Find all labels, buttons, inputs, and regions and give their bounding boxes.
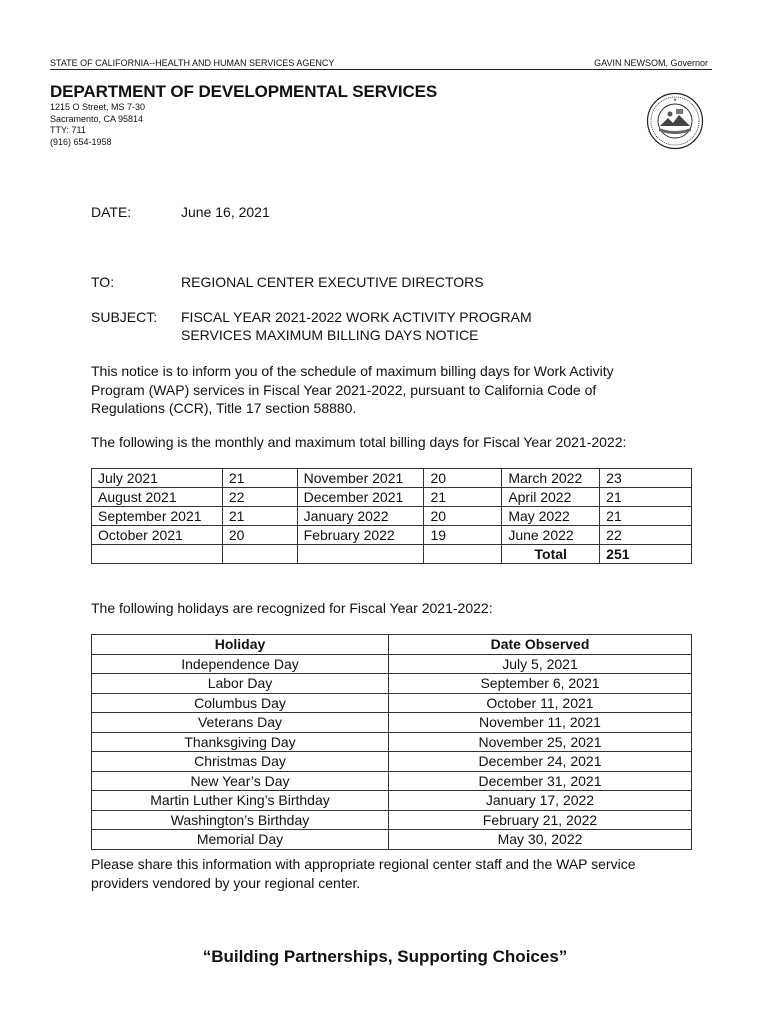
closing-line: Please share this information with appropriate regional center staff and the WAP service xyxy=(91,856,636,872)
holiday-cell: New Year’s Day xyxy=(92,771,389,791)
holidays-table xyxy=(91,634,692,850)
date-cell: February 21, 2022 xyxy=(389,810,692,830)
holiday-cell: Christmas Day xyxy=(92,752,389,772)
table-row xyxy=(92,771,692,791)
subject-value xyxy=(181,308,532,344)
intro-line: Regulations (CCR), Title 17 section 58880. xyxy=(91,400,357,416)
to-label: TO: xyxy=(91,274,115,290)
agency-name: STATE OF CALIFORNIA--HEALTH AND HUMAN SERVICES AGENCY xyxy=(50,58,335,68)
month-cell: November 2021 xyxy=(297,469,424,488)
days-cell: 21 xyxy=(424,488,502,507)
month-cell: December 2021 xyxy=(297,488,424,507)
intro-paragraph xyxy=(91,362,691,418)
table-row xyxy=(92,810,692,830)
month-cell: February 2022 xyxy=(297,526,424,545)
holiday-cell: Independence Day xyxy=(92,654,389,674)
date-cell: October 11, 2021 xyxy=(389,693,692,713)
table-header-row xyxy=(92,635,692,655)
days-cell: 22 xyxy=(222,488,297,507)
address-line: 1215 O Street, MS 7-30 xyxy=(50,102,146,112)
date-cell: December 31, 2021 xyxy=(389,771,692,791)
date-column-header: Date Observed xyxy=(389,635,692,655)
closing-paragraph xyxy=(91,855,691,892)
address-line: Sacramento, CA 95814 xyxy=(50,113,144,124)
table-row xyxy=(92,830,692,850)
month-cell: January 2022 xyxy=(297,507,424,526)
intro-line: Program (WAP) services in Fiscal Year 2021-2022, pursuant to California Code of xyxy=(91,381,597,398)
holiday-cell: Veterans Day xyxy=(92,713,389,733)
holiday-cell: Thanksgiving Day xyxy=(92,732,389,752)
table-row xyxy=(92,488,692,507)
seal-text: ★ xyxy=(673,97,677,102)
month-cell: October 2021 xyxy=(92,526,223,545)
total-value: 251 xyxy=(600,545,692,564)
table-row xyxy=(92,469,692,488)
date-label: DATE: xyxy=(91,204,132,220)
days-cell: 21 xyxy=(600,488,692,507)
table-row xyxy=(92,713,692,733)
holiday-cell: Labor Day xyxy=(92,674,389,694)
date-value: June 16, 2021 xyxy=(181,204,270,220)
address-line: TTY: 711 xyxy=(50,125,86,135)
billing-days-table xyxy=(91,468,692,564)
date-cell: September 6, 2021 xyxy=(389,674,692,694)
month-cell: July 2021 xyxy=(92,469,223,488)
date-cell: December 24, 2021 xyxy=(389,752,692,772)
header-rule xyxy=(50,69,712,70)
empty-cell xyxy=(222,545,297,564)
days-cell: 20 xyxy=(222,526,297,545)
empty-cell xyxy=(424,545,502,564)
month-cell: May 2022 xyxy=(502,507,600,526)
state-seal-icon xyxy=(646,92,704,150)
address-line: (916) 654-1958 xyxy=(50,136,112,147)
days-cell: 23 xyxy=(600,469,692,488)
days-cell: 21 xyxy=(222,469,297,488)
month-cell: September 2021 xyxy=(92,507,223,526)
table-row xyxy=(92,791,692,811)
empty-cell xyxy=(297,545,424,564)
holiday-cell: Memorial Day xyxy=(92,830,389,850)
days-cell: 20 xyxy=(424,469,502,488)
to-value: REGIONAL CENTER EXECUTIVE DIRECTORS xyxy=(181,274,484,290)
empty-cell xyxy=(92,545,223,564)
month-cell: April 2022 xyxy=(502,488,600,507)
table-row xyxy=(92,674,692,694)
month-cell: August 2021 xyxy=(92,488,223,507)
table-row xyxy=(92,693,692,713)
holiday-cell: Columbus Day xyxy=(92,693,389,713)
department-title: DEPARTMENT OF DEVELOPMENTAL SERVICES xyxy=(50,82,438,101)
date-cell: November 25, 2021 xyxy=(389,732,692,752)
subject-line: FISCAL YEAR 2021-2022 WORK ACTIVITY PROGRAM xyxy=(181,309,532,325)
closing-line: providers vendored by your regional center. xyxy=(91,874,361,891)
governor-name: GAVIN NEWSOM, Governor xyxy=(594,58,708,68)
date-cell: May 30, 2022 xyxy=(389,830,692,850)
days-cell: 19 xyxy=(424,526,502,545)
holiday-cell: Martin Luther King’s Birthday xyxy=(92,791,389,811)
address-block xyxy=(50,102,145,148)
days-cell: 22 xyxy=(600,526,692,545)
total-label: Total xyxy=(502,545,600,564)
days-cell: 20 xyxy=(424,507,502,526)
table-row xyxy=(92,526,692,545)
date-cell: July 5, 2021 xyxy=(389,654,692,674)
table-row xyxy=(92,732,692,752)
intro-line: This notice is to inform you of the schedule of maximum billing days for Work Activity xyxy=(91,363,614,379)
days-cell: 21 xyxy=(600,507,692,526)
table-row xyxy=(92,507,692,526)
month-cell: June 2022 xyxy=(502,526,600,545)
table-row-total xyxy=(92,545,692,564)
table-row xyxy=(92,654,692,674)
holiday-cell: Washington’s Birthday xyxy=(92,810,389,830)
footer-motto: “Building Partnerships, Supporting Choices” xyxy=(202,947,568,966)
subject-label: SUBJECT: xyxy=(91,309,158,325)
table-row xyxy=(92,752,692,772)
date-cell: November 11, 2021 xyxy=(389,713,692,733)
date-cell: January 17, 2022 xyxy=(389,791,692,811)
holiday-column-header: Holiday xyxy=(92,635,389,655)
month-cell: March 2022 xyxy=(502,469,600,488)
billing-intro: The following is the monthly and maximum total billing days for Fiscal Year 2021-2022: xyxy=(91,434,627,450)
holidays-intro: The following holidays are recognized for Fiscal Year 2021-2022: xyxy=(91,600,493,616)
subject-line: SERVICES MAXIMUM BILLING DAYS NOTICE xyxy=(181,327,479,343)
days-cell: 21 xyxy=(222,507,297,526)
